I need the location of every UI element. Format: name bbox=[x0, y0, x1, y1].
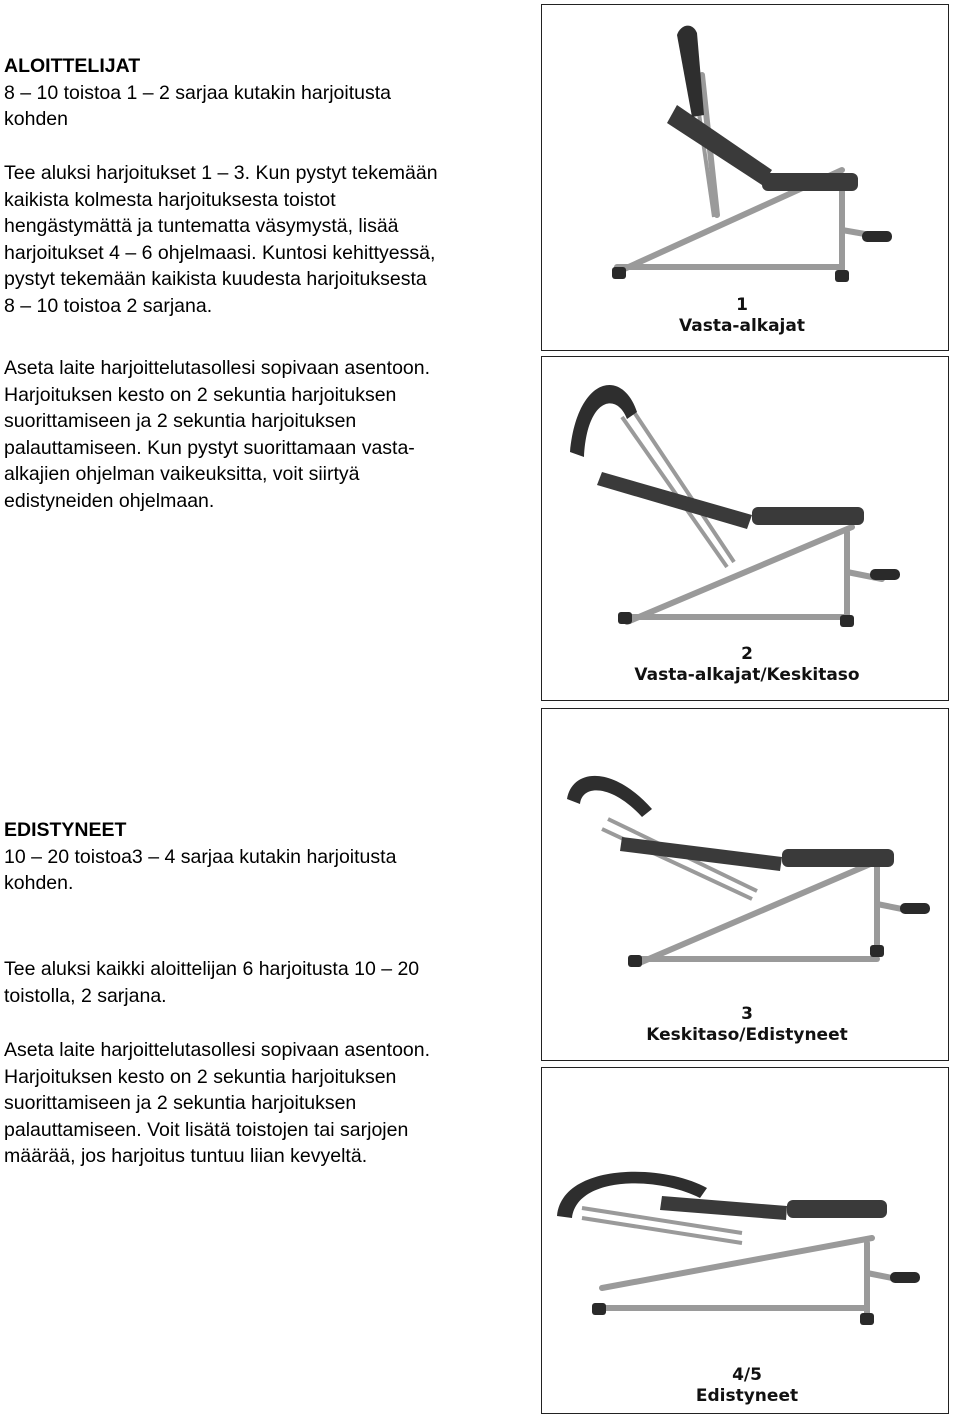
figure-3-caption bbox=[602, 1004, 892, 1046]
text-line: määrää, jos harjoitus tuntuu liian kevyeltä. bbox=[4, 1145, 368, 1168]
text-line: Harjoituksen kesto on 2 sekuntia harjoituksen bbox=[4, 383, 397, 406]
text-line: palauttamiseen. Kun pystyt suorittamaan vasta- bbox=[4, 436, 415, 459]
text-line: toistolla, 2 sarjana. bbox=[4, 984, 167, 1007]
figure-4-label: Edistyneet bbox=[695, 1386, 799, 1406]
beginners-reps-line-1: 8 – 10 toistoa 1 – 2 sarjaa kutakin harjoitusta bbox=[4, 81, 391, 104]
ab-bench-flat-bar-image bbox=[542, 1068, 947, 1412]
text-line: Aseta laite harjoittelutasollesi sopivaan asentoon. bbox=[4, 1039, 431, 1061]
figure-3-number: 3 bbox=[741, 1004, 753, 1024]
advanced-reps-line-2: kohden. bbox=[4, 872, 74, 895]
text-line: hengästymättä ja tuntematta väsymystä, lisää bbox=[4, 215, 399, 238]
figure-1-caption bbox=[642, 295, 842, 337]
figure-2-caption bbox=[592, 644, 902, 686]
figure-4-number: 4/5 bbox=[732, 1365, 762, 1385]
advanced-section bbox=[4, 817, 544, 897]
text-line: 8 – 10 toistoa 2 sarjana. bbox=[4, 294, 213, 317]
figure-3-label: Keskitaso/Edistyneet bbox=[646, 1025, 848, 1045]
text-line: Tee aluksi harjoitukset 1 – 3. Kun pystyt tekemään bbox=[4, 162, 438, 184]
figure-1-number: 1 bbox=[736, 295, 748, 315]
figure-2-frame bbox=[541, 356, 949, 701]
figure-1-label: Vasta-alkajat bbox=[679, 316, 805, 336]
text-line: Aseta laite harjoittelutasollesi sopivaan asentoon. bbox=[4, 357, 431, 379]
figure-4-caption bbox=[642, 1365, 852, 1407]
text-line: pystyt tekemään kaikista kuudesta harjoituksesta bbox=[4, 268, 427, 291]
text-line: suorittamiseen ja 2 sekuntia harjoituksen bbox=[4, 410, 357, 433]
text-line: harjoitukset 4 – 6 ohjelmaasi. Kuntosi kehittyessä, bbox=[4, 241, 436, 264]
text-line: alkajien ohjelman vaikeuksitta, voit siirtyä bbox=[4, 463, 360, 486]
beginners-paragraph-2 bbox=[4, 355, 544, 515]
text-line: Tee aluksi kaikki aloittelijan 6 harjoitusta 10 – 20 bbox=[4, 958, 420, 980]
advanced-paragraph-1 bbox=[4, 956, 544, 1009]
figure-1-frame bbox=[541, 4, 949, 351]
figure-3-frame bbox=[541, 708, 949, 1061]
figure-2-number: 2 bbox=[741, 644, 753, 664]
text-line: Harjoituksen kesto on 2 sekuntia harjoituksen bbox=[4, 1065, 397, 1088]
beginners-section bbox=[4, 53, 544, 133]
beginners-reps-line-2: kohden bbox=[4, 108, 68, 131]
beginners-heading: ALOITTELIJAT bbox=[4, 55, 141, 77]
advanced-paragraph-2 bbox=[4, 1037, 544, 1170]
text-line: palauttamiseen. Voit lisätä toistojen tai sarjojen bbox=[4, 1118, 409, 1141]
text-line: suorittamiseen ja 2 sekuntia harjoituksen bbox=[4, 1092, 357, 1115]
advanced-reps-line-1: 10 – 20 toistoa3 – 4 sarjaa kutakin harjoitusta bbox=[4, 845, 397, 868]
figure-4-frame bbox=[541, 1067, 949, 1414]
text-line: edistyneiden ohjelmaan. bbox=[4, 489, 215, 512]
advanced-heading: EDISTYNEET bbox=[4, 819, 127, 841]
beginners-paragraph-1 bbox=[4, 160, 544, 320]
figure-2-label: Vasta-alkajat/Keskitaso bbox=[634, 665, 860, 685]
text-line: kaikista kolmesta harjoituksesta toistot bbox=[4, 188, 336, 211]
